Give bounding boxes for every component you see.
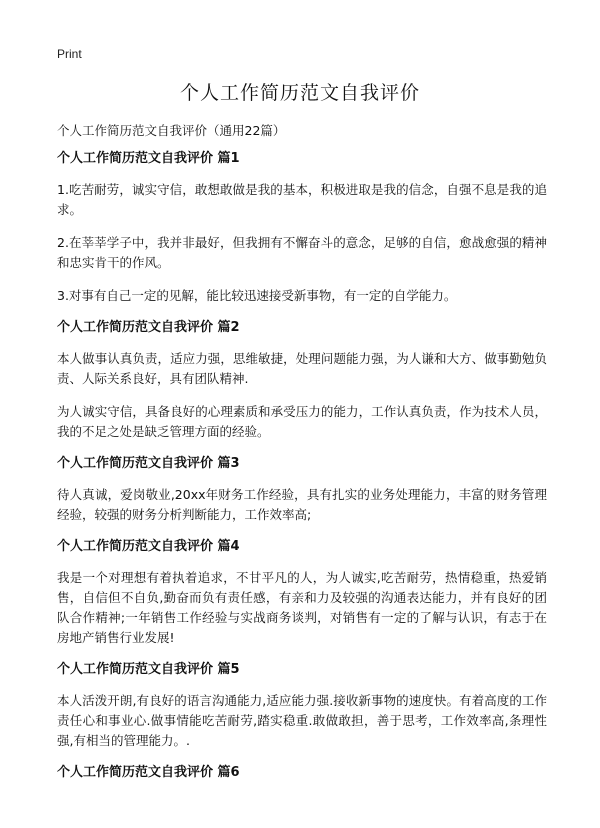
- paragraph: 待人真诚，爱岗敬业,20xx年财务工作经验，具有扎实的业务处理能力，丰富的财务管理经验，较强的财务分析判断能力，工作效率高;: [57, 487, 547, 522]
- section-heading: 个人工作简历范文自我评价 篇4: [57, 539, 240, 554]
- paragraph: 本人做事认真负责，适应力强，思维敏捷，处理问题能力强，为人谦和大方、做事勤勉负责、人际关系良好，具有团队精神.: [57, 351, 547, 386]
- document-body: [57, 150, 547, 794]
- section-heading: 个人工作简历范文自我评价 篇3: [57, 456, 240, 471]
- print-label: Print: [57, 47, 82, 61]
- paragraph: 我是一个对理想有着执着追求，不甘平凡的人，为人诚实,吃苦耐劳，热情稳重，热爱销售，自信但不自负,勤奋而负有责任感，有亲和力及较强的沟通表达能力，并有良好的团队合作精神;一年销售工作经验与实战商务谈判，对销售有一定的了解与认识，有志于在房地产销售行业发展!: [57, 570, 547, 645]
- section-5: [57, 661, 547, 751]
- section-heading: 个人工作简历范文自我评价 篇6: [57, 765, 240, 780]
- section-6: [57, 764, 547, 782]
- paragraph: 1.吃苦耐劳，诚实守信，敢想敢做是我的基本，积极进取是我的信念，自强不息是我的追求。: [57, 182, 547, 217]
- document-subtitle: 个人工作简历范文自我评价（通用22篇）: [57, 123, 286, 138]
- paragraph: 为人诚实守信，具备良好的心理素质和承受压力的能力，工作认真负责，作为技术人员，我的不足之处是缺乏管理方面的经验。: [57, 404, 547, 439]
- section-1: [57, 150, 547, 306]
- page-title: 个人工作简历范文自我评价: [179, 82, 420, 104]
- section-3: [57, 455, 547, 525]
- paragraph: 本人活泼开朗,有良好的语言沟通能力,适应能力强.接收新事物的速度快。有着高度的工作责任心和事业心.做事情能吃苦耐劳,踏实稳重.敢做敢担，善于思考，工作效率高,条理性强,有相当的管理能力。.: [57, 693, 547, 748]
- section-heading: 个人工作简历范文自我评价 篇2: [57, 320, 240, 335]
- section-heading: 个人工作简历范文自我评价 篇1: [57, 151, 240, 166]
- section-heading: 个人工作简历范文自我评价 篇5: [57, 662, 240, 677]
- paragraph: 2.在莘莘学子中，我并非最好，但我拥有不懈奋斗的意念，足够的自信，愈战愈强的精神和忠实肯干的作风。: [57, 235, 547, 270]
- section-2: [57, 319, 547, 442]
- paragraph: 3.对事有自己一定的见解，能比较迅速接受新事物，有一定的自学能力。: [57, 288, 457, 303]
- section-4: [57, 538, 547, 648]
